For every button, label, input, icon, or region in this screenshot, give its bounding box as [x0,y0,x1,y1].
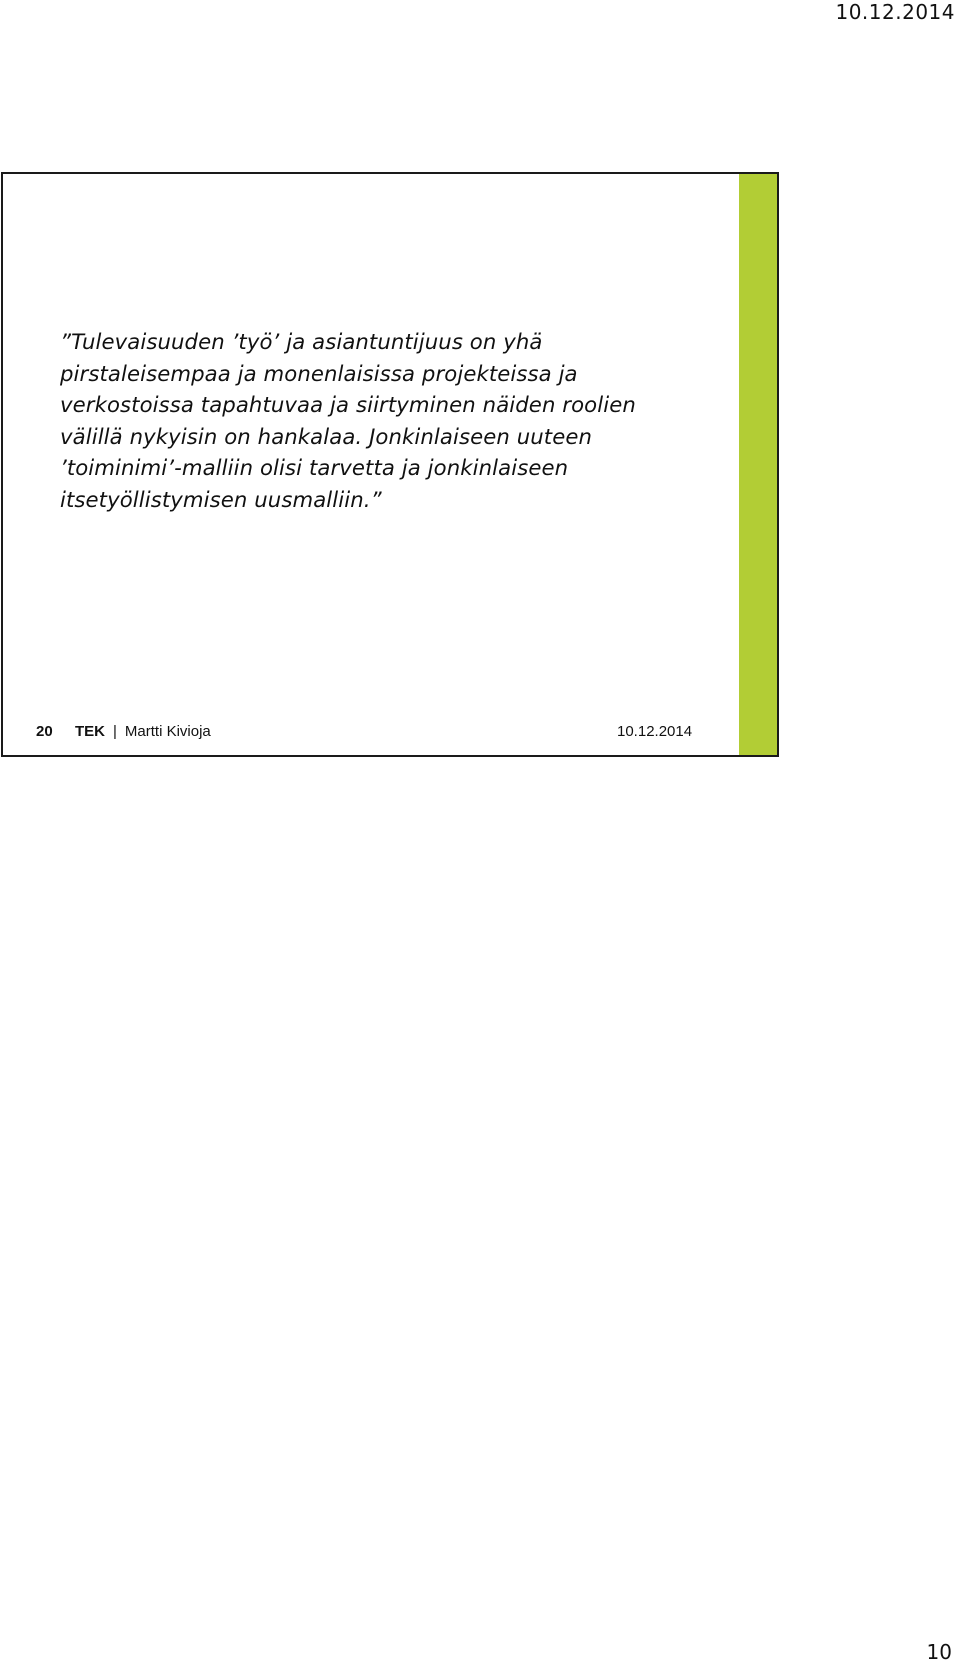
quote-line: välillä nykyisin on hankalaa. Jonkinlaiseen uuteen [60,423,592,449]
footer-date: 10.12.2014 [617,723,693,740]
quote-line: ”Tulevaisuuden ’työ’ ja asiantuntijuus on yhä [60,329,543,354]
quote-line: verkostoissa tapahtuvaa ja siirtyminen näiden roolien [60,392,636,417]
slide-thumbnail [1,172,779,757]
footer-separator: | [113,723,117,740]
page-number: 10 [926,1640,952,1664]
quote-line: ’toiminimi’-malliin olisi tarvetta ja jonkinlaiseen [60,455,569,480]
quote-line: pirstaleisempaa ja monenlaisissa projekteissa ja [60,360,578,386]
page-header-date: 10.12.2014 [835,0,955,24]
quote-line: itsetyöllistymisen uusmalliin.” [60,486,382,512]
slide-footer [36,723,211,740]
slide-number: 20 [36,723,53,740]
slide-accent-bar [739,174,777,755]
slide-quote [60,326,700,515]
footer-organization: TEK [75,723,105,740]
footer-author: Martti Kivioja [124,723,211,740]
